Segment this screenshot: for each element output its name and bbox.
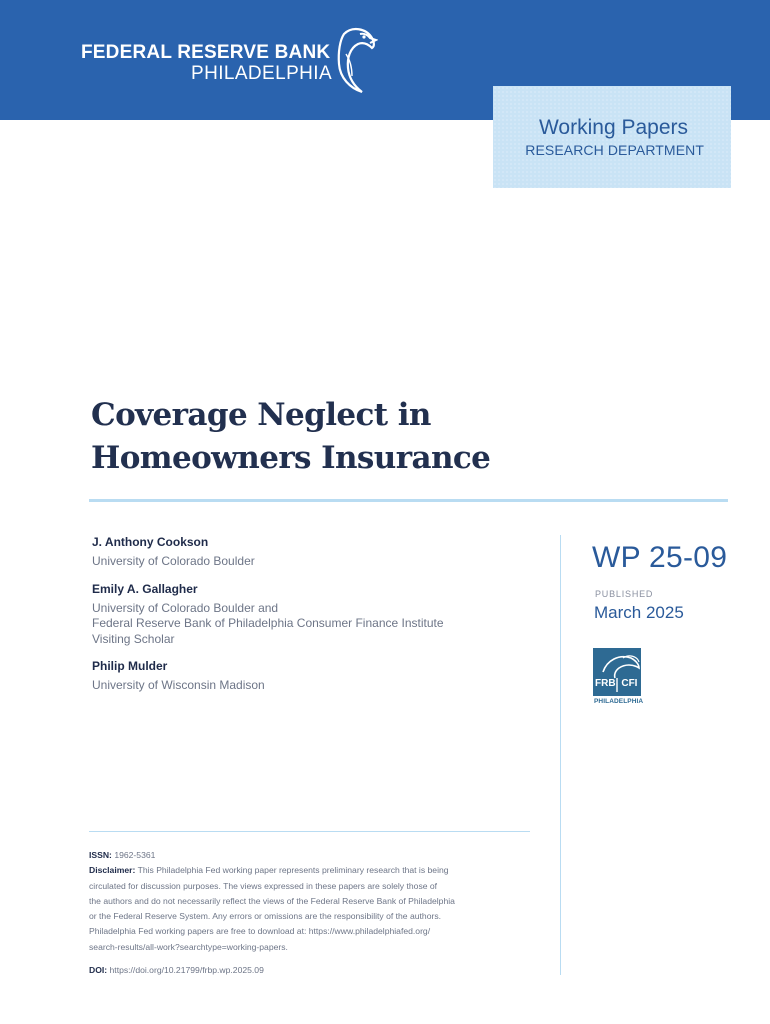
author-affiliation: Visiting Scholar xyxy=(92,631,175,646)
disclaimer-label: Disclaimer: xyxy=(89,865,136,876)
disclaimer-text: the authors and do not necessarily reflect the views of the Federal Reserve Bank of Philadelphia xyxy=(89,895,455,906)
cfi-text-right: CFI xyxy=(621,678,638,689)
cfi-text-left: FRB xyxy=(595,678,616,689)
author-name: Emily A. Gallagher xyxy=(92,581,198,596)
author-name: J. Anthony Cookson xyxy=(92,535,209,549)
doi-link[interactable]: https://doi.org/10.21799/frbp.wp.2025.09 xyxy=(109,965,264,976)
cfi-logo-box xyxy=(593,648,641,696)
author-entry xyxy=(92,581,532,648)
working-paper-number: WP 25-09 xyxy=(592,541,728,574)
author-entry xyxy=(92,658,532,694)
doi-line xyxy=(89,963,529,978)
disclaimer-text: search-results/all-work?searchtype=working-papers. xyxy=(89,941,288,952)
author-list xyxy=(92,534,532,705)
issn-value: 1962-5361 xyxy=(114,850,156,860)
issn-label: ISSN: xyxy=(89,850,112,860)
author-entry xyxy=(92,534,532,570)
cfi-logo xyxy=(593,648,643,708)
disclaimer-text: circulated for discussion purposes. The views expressed in these papers are solely those of xyxy=(89,880,438,891)
cfi-logo-text xyxy=(595,678,641,689)
eagle-logo-icon xyxy=(330,24,378,96)
author-affiliation: University of Wisconsin Madison xyxy=(92,678,265,692)
author-affiliation: University of Colorado Boulder and xyxy=(92,600,279,615)
series-title: Working Papers xyxy=(538,116,688,139)
author-affiliation: Federal Reserve Bank of Philadelphia Consumer Finance Institute xyxy=(92,616,444,630)
sidebar-divider xyxy=(560,535,561,975)
working-papers-box xyxy=(493,86,731,188)
paper-title-line-2: Homeowners Insurance xyxy=(91,440,491,476)
disclaimer-text: Philadelphia Fed working papers are free to download at: https://www.philadelphiafed.org/ xyxy=(89,926,431,937)
issn-line xyxy=(89,848,529,863)
cfi-logo-city: PHILADELPHIA xyxy=(594,698,644,705)
org-city: PHILADELPHIA xyxy=(191,63,333,84)
paper-title-line-1: Coverage Neglect in xyxy=(91,397,431,433)
footer-notes xyxy=(89,848,529,978)
published-label: PUBLISHED xyxy=(595,589,654,599)
disclaimer xyxy=(89,863,529,955)
author-name: Philip Mulder xyxy=(92,659,168,673)
title-divider xyxy=(89,499,728,502)
footer-divider xyxy=(89,831,530,832)
author-affiliation: University of Colorado Boulder xyxy=(92,554,255,568)
org-name: FEDERAL RESERVE BANK xyxy=(81,42,331,63)
paper-title xyxy=(91,394,691,480)
disclaimer-text: This Philadelphia Fed working paper represents preliminary research that is being xyxy=(137,865,449,876)
disclaimer-text: or the Federal Reserve System. Any errors or omissions are the responsibility of the authors. xyxy=(89,911,442,922)
doi-label: DOI: xyxy=(89,965,108,976)
published-date: March 2025 xyxy=(594,603,684,622)
series-department: RESEARCH DEPARTMENT xyxy=(525,142,704,158)
